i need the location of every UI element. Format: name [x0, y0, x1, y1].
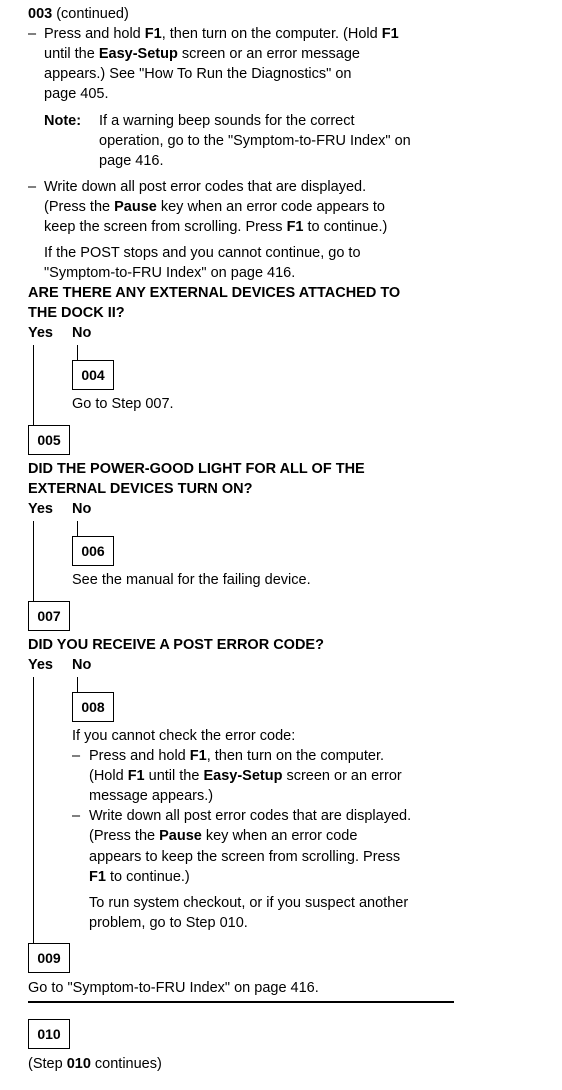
instruction-line: Write down all post error codes that are displayed.: [44, 179, 367, 195]
bullet-dash: –: [72, 748, 81, 764]
step-008-box: 008: [72, 692, 114, 722]
note-text: page 416.: [99, 153, 164, 169]
instruction-line: problem, go to Step 010.: [89, 915, 248, 931]
no-branch-line: [77, 677, 78, 692]
instruction-line: (Press the Pause key when an error code appears to: [44, 199, 385, 215]
yes-label: Yes: [28, 325, 53, 341]
no-branch-line: [77, 345, 78, 360]
step-006-box: 006: [72, 536, 114, 566]
yes-label: Yes: [28, 657, 53, 673]
instruction-line: page 405.: [44, 86, 109, 102]
question-text: DID THE POWER-GOOD LIGHT FOR ALL OF THE: [28, 461, 365, 477]
no-branch-line: [77, 521, 78, 536]
instruction-line: "Symptom-to-FRU Index" on page 416.: [44, 265, 296, 281]
bullet-dash: –: [72, 808, 81, 824]
bullet-dash: –: [28, 26, 37, 42]
no-label: No: [72, 657, 92, 673]
bullet-dash: –: [28, 179, 37, 195]
instruction-line: (Press the Pause key when an error code: [89, 828, 358, 844]
instruction-line: keep the screen from scrolling. Press F1 to continue.): [44, 219, 388, 235]
instruction-line: Write down all post error codes that are displayed.: [89, 808, 412, 824]
step-006-text: See the manual for the failing device.: [72, 572, 311, 588]
instruction-line: Press and hold F1, then turn on the computer. (Hold F1: [44, 26, 399, 42]
instruction-line: (Hold F1 until the Easy-Setup screen or an error: [89, 768, 402, 784]
step-004-box: 004: [72, 360, 114, 390]
step-008-intro: If you cannot check the error code:: [72, 728, 296, 744]
step-003-heading: 003 (continued): [28, 6, 129, 22]
question-text: THE DOCK II?: [28, 305, 125, 321]
step-007-box: 007: [28, 601, 70, 631]
note-text: If a warning beep sounds for the correct: [99, 113, 355, 129]
no-label: No: [72, 325, 92, 341]
question-text: ARE THERE ANY EXTERNAL DEVICES ATTACHED TO: [28, 285, 401, 301]
step-004-text: Go to Step 007.: [72, 396, 174, 412]
instruction-line: Press and hold F1, then turn on the computer.: [89, 748, 385, 764]
instruction-line: F1 to continue.): [89, 869, 190, 885]
step-005-box: 005: [28, 425, 70, 455]
instruction-line: If the POST stops and you cannot continue, go to: [44, 245, 361, 261]
step-010-box: 010: [28, 1019, 70, 1049]
yes-branch-line: [33, 677, 34, 943]
instruction-line: appears to keep the screen from scrolling. Press: [89, 849, 401, 865]
no-label: No: [72, 501, 92, 517]
yes-branch-line: [33, 345, 34, 425]
instruction-line: message appears.): [89, 788, 214, 804]
yes-branch-line: [33, 521, 34, 601]
question-text: EXTERNAL DEVICES TURN ON?: [28, 481, 253, 497]
instruction-line: To run system checkout, or if you suspect another: [89, 895, 409, 911]
step-010-continues: (Step 010 continues): [28, 1056, 162, 1072]
instruction-line: until the Easy-Setup screen or an error message: [44, 46, 360, 62]
step-009-text: Go to "Symptom-to-FRU Index" on page 416.: [28, 980, 319, 996]
yes-label: Yes: [28, 501, 53, 517]
divider-rule: [28, 1001, 454, 1003]
note-text: operation, go to the "Symptom-to-FRU Index" on: [99, 133, 411, 149]
question-text: DID YOU RECEIVE A POST ERROR CODE?: [28, 637, 324, 653]
step-009-box: 009: [28, 943, 70, 973]
note-label: Note:: [44, 113, 82, 129]
instruction-line: appears.) See "How To Run the Diagnostics" on: [44, 66, 352, 82]
